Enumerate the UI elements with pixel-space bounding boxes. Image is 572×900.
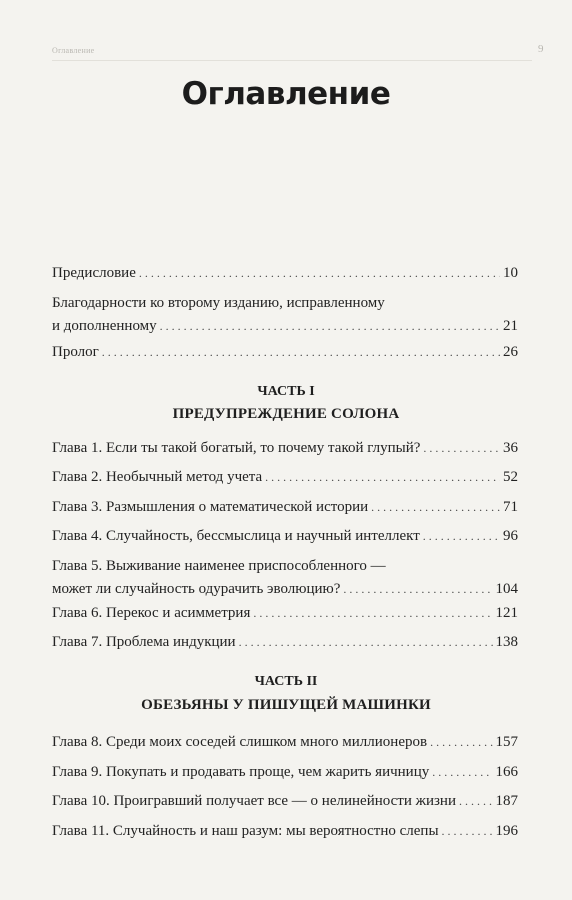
part-title: ОБЕЗЬЯНЫ У ПИШУЩЕЙ МАШИНКИ [141, 697, 431, 713]
entry-page-number: 166 [495, 764, 518, 780]
entry-page-number: 26 [503, 344, 518, 360]
toc-chapter[interactable] [52, 602, 518, 625]
entry-page-number: 157 [495, 734, 518, 750]
entry-page-number: 71 [503, 499, 518, 515]
entry-text: Благодарности ко второму изданию, исправленному [52, 295, 385, 311]
entry-text: Глава 2. Необычный метод учета [52, 469, 263, 485]
entry-page-number: 96 [503, 528, 518, 544]
entry-text: Глава 6. Перекос и асимметрия [52, 605, 251, 621]
dot-leader [102, 341, 500, 364]
entry-text: Глава 10. Проигравший получает все — о нелинейности жизни [52, 793, 456, 809]
entry-text: Глава 3. Размышления о математической истории [52, 499, 369, 515]
toc-chapter[interactable] [52, 731, 518, 754]
toc-chapter[interactable] [52, 790, 518, 813]
page-number: 9 [538, 43, 544, 55]
part-label: ЧАСТЬ I [257, 384, 315, 399]
page-title: Оглавление [181, 76, 391, 112]
dot-leader [160, 315, 500, 338]
entry-text: Глава 9. Покупать и продавать проще, чем жарить яичницу [52, 764, 430, 780]
toc-chapter[interactable] [52, 496, 518, 519]
entry-text: и дополненному [52, 318, 157, 334]
toc-chapter[interactable] [52, 466, 518, 489]
entry-text: Пролог [52, 344, 99, 360]
dot-leader [265, 466, 500, 489]
toc-chapter[interactable] [52, 555, 518, 601]
dot-leader [343, 578, 492, 601]
toc-chapter[interactable] [52, 525, 518, 548]
entry-page-number: 52 [503, 469, 518, 485]
entry-page-number: 187 [495, 793, 518, 809]
toc-entry[interactable] [52, 341, 518, 364]
entry-text: Глава 8. Среди моих соседей слишком много миллионеров [52, 734, 428, 750]
dot-leader [432, 761, 492, 784]
entry-text: может ли случайность одурачить эволюцию? [52, 581, 341, 597]
running-head: Оглавление [52, 46, 95, 55]
entry-page-number: 104 [495, 581, 518, 597]
toc-chapter[interactable] [52, 761, 518, 784]
entry-page-number: 36 [503, 440, 518, 456]
dot-leader [371, 496, 500, 519]
toc-chapter[interactable] [52, 631, 518, 654]
toc-entry[interactable] [52, 292, 518, 338]
entry-page-number: 196 [495, 823, 518, 839]
entry-text: Предисловие [52, 265, 136, 281]
part-title: ПРЕДУПРЕЖДЕНИЕ СОЛОНА [172, 406, 400, 422]
entry-text: Глава 5. Выживание наименее приспособленного — [52, 558, 386, 574]
dot-leader [423, 525, 500, 548]
entry-page-number: 21 [503, 318, 518, 334]
dot-leader [423, 437, 500, 460]
entry-page-number: 138 [495, 634, 518, 650]
dot-leader [442, 820, 493, 843]
dot-leader [459, 790, 493, 813]
dot-leader [253, 602, 492, 625]
entry-page-number: 121 [495, 605, 518, 621]
header-rule [52, 60, 532, 61]
dot-leader [239, 631, 493, 654]
dot-leader [430, 731, 492, 754]
dot-leader [139, 262, 500, 285]
entry-page-number: 10 [503, 265, 518, 281]
toc-entry[interactable] [52, 262, 518, 285]
entry-text: Глава 4. Случайность, бессмыслица и научный интеллект [52, 528, 420, 544]
toc-chapter[interactable] [52, 437, 518, 460]
part-label: ЧАСТЬ II [254, 674, 318, 689]
toc-chapter[interactable] [52, 820, 518, 843]
entry-text: Глава 11. Случайность и наш разум: мы вероятностно слепы [52, 823, 439, 839]
entry-text: Глава 1. Если ты такой богатый, то почему такой глупый? [52, 440, 421, 456]
entry-text: Глава 7. Проблема индукции [52, 634, 236, 650]
